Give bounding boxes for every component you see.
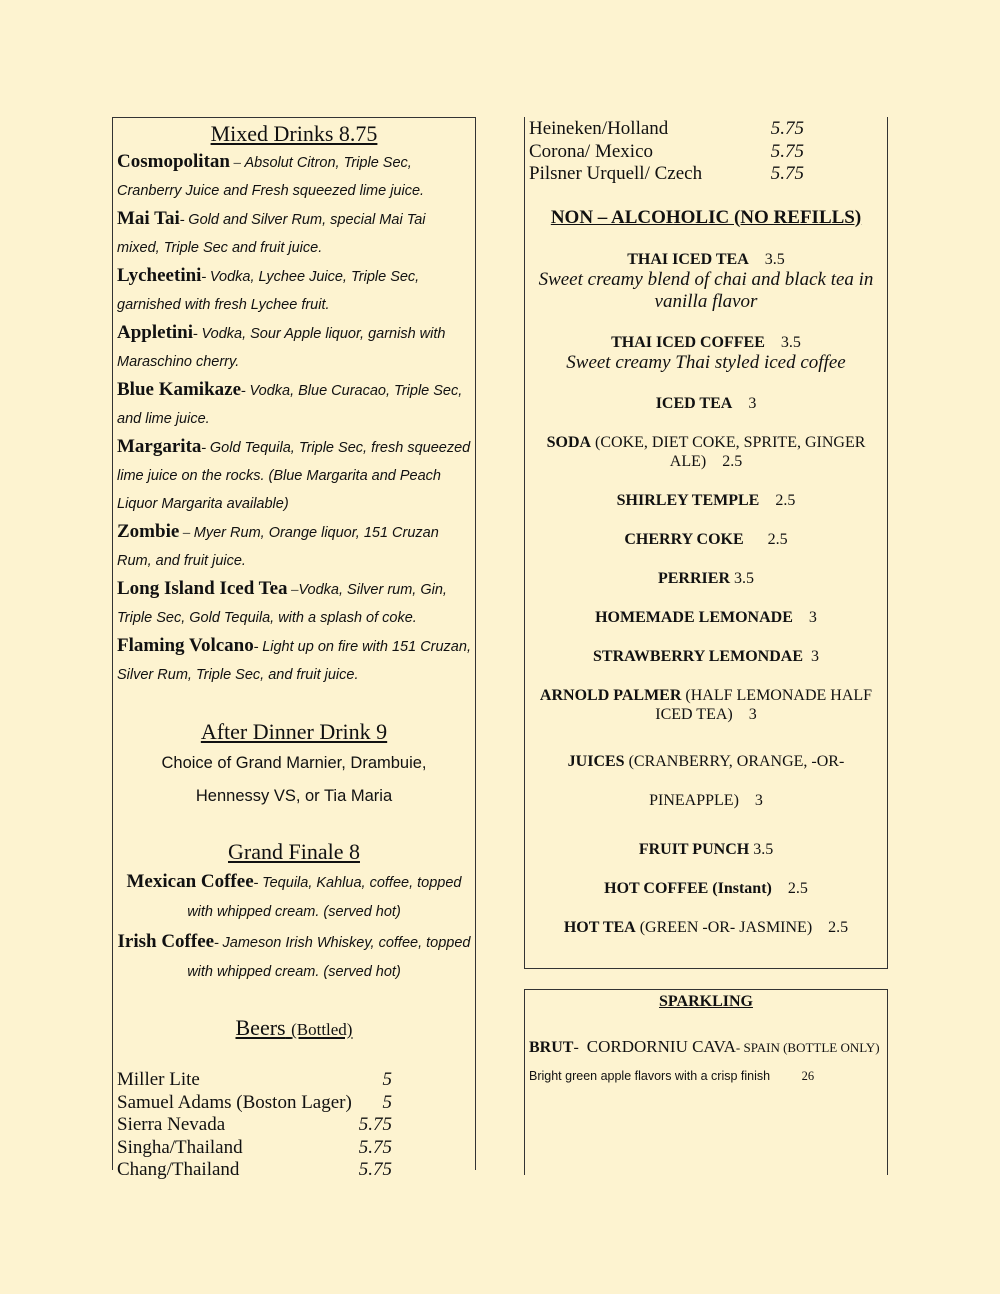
drink-description: Gold and Silver Rum, special Mai Tai mixed, Triple Sec and fruit juice. [117, 212, 426, 256]
item-price: 3.5 [734, 569, 754, 587]
item-price: 2.5 [828, 918, 849, 936]
sparkling-item: BRUT- CORDORNIU CAVA- SPAIN (BOTTLE ONLY) [529, 1037, 880, 1056]
beer-row [525, 118, 887, 141]
after-dinner-line-2: Hennessy VS, or Tia Maria [195, 787, 393, 805]
drink-separator: - [214, 935, 223, 951]
mixed-drink-item [113, 148, 475, 205]
homemade-lemonade [525, 608, 887, 627]
beer-name: Pilsner Urquell/ Czech [529, 163, 703, 184]
drink-description: Light up on fire with 151 Cruzan, Silver Rum, Triple Sec, and fruit juice. [117, 639, 471, 683]
perrier [525, 569, 887, 588]
item-name: THAI ICED COFFEE [611, 333, 765, 351]
beer-name: Chang/Thailand [117, 1159, 240, 1180]
thai-iced-coffee-desc: Sweet creamy Thai styled iced coffee [566, 351, 846, 373]
item-name: HOT TEA [563, 918, 636, 936]
arnold-palmer [525, 686, 887, 724]
drink-separator: - [193, 326, 202, 342]
thai-iced-tea [525, 250, 887, 269]
wine-description-row [525, 1069, 887, 1084]
thai-iced-coffee [525, 333, 887, 352]
non-alcoholic-title: NON – ALCOHOLIC (NO REFILLS) [550, 206, 862, 228]
item-price: 3.5 [780, 333, 801, 351]
right-menu-panel [524, 117, 888, 969]
beer-price: 5.75 [358, 1159, 392, 1180]
beer-price: 5.75 [358, 1114, 392, 1135]
juices [525, 742, 887, 781]
mixed-drink-item [113, 376, 475, 433]
drink-name: Mai Tai [117, 208, 180, 229]
item-detail: (GREEN -OR- JASMINE) [639, 918, 813, 936]
wine-origin: - SPAIN (BOTTLE ONLY) [735, 1040, 880, 1055]
item-price: 3 [754, 791, 763, 809]
wine-description: Bright green apple flavors with a crisp finish [529, 1069, 771, 1083]
thai-iced-tea-desc: Sweet creamy blend of chai and black tea in vanilla flavor [538, 268, 874, 312]
beer-row [113, 1069, 475, 1092]
item-price: 3 [808, 608, 817, 626]
mixed-drink-item [113, 632, 475, 689]
drink-separator: – [179, 525, 194, 541]
beer-name: Heineken/Holland [529, 118, 669, 139]
mixed-drink-item [113, 205, 475, 262]
wine-producer: CORDORNIU CAVA [586, 1037, 736, 1056]
beer-row [113, 1137, 475, 1160]
grand-finale-title: Grand Finale 8 [228, 839, 360, 864]
beer-price: 5.75 [770, 118, 804, 139]
finale-item [113, 927, 475, 987]
item-detail: (COKE, DIET COKE, SPRITE, GINGER ALE) [595, 433, 866, 470]
item-price: 3 [810, 647, 819, 665]
hot-coffee [525, 879, 887, 898]
finale-item [113, 867, 475, 927]
beer-list-right [525, 118, 887, 186]
item-detail: PINEAPPLE) [649, 791, 739, 809]
drink-description: Absolut Citron, Triple Sec, Cranberry Juice and Fresh squeezed lime juice. [117, 155, 425, 199]
item-name: ARNOLD PALMER [539, 686, 682, 704]
drink-separator: - [201, 440, 210, 456]
item-name: HOT COFFEE (Instant) [604, 879, 772, 897]
drink-name: Lycheetini [117, 265, 202, 286]
iced-tea [525, 394, 887, 413]
drink-name: Blue Kamikaze [117, 379, 242, 400]
beer-name: Miller Lite [117, 1069, 200, 1090]
beer-price: 5.75 [770, 163, 804, 184]
drink-separator: - [201, 269, 210, 285]
strawberry-lemonade [525, 647, 887, 666]
beer-name: Corona/ Mexico [529, 140, 654, 162]
beer-row [525, 163, 887, 186]
juices-line-2 [525, 781, 887, 820]
beers-title [113, 1013, 475, 1045]
grand-finale-list [113, 867, 475, 987]
item-price: 2.5 [775, 491, 796, 509]
drink-description: Vodka, Silver rum, Gin, Triple Sec, Gold Tequila, with a splash of coke. [117, 582, 447, 626]
item-price: 3 [748, 705, 757, 723]
item-name: CHERRY COKE [624, 530, 744, 548]
shirley-temple [525, 491, 887, 510]
wine-price: 26 [801, 1069, 815, 1083]
beer-name: Sierra Nevada [117, 1114, 226, 1135]
drink-name: Appletini [117, 322, 194, 343]
item-name: SHIRLEY TEMPLE [616, 491, 760, 509]
item-price: 3.5 [764, 250, 785, 268]
drink-description: Myer Rum, Orange liquor, 151 Cruzan Rum, and fruit juice. [117, 525, 439, 569]
beer-price: 5 [382, 1091, 392, 1113]
mixed-drinks-list [113, 148, 475, 689]
drink-description: Tequila, Kahlua, coffee, topped with whipped cream. (served hot) [187, 875, 462, 920]
drink-name: Flaming Volcano [117, 635, 254, 656]
drink-description: Jameson Irish Whiskey, coffee, topped with whipped cream. (served hot) [187, 935, 471, 980]
beer-row [113, 1092, 475, 1115]
mixed-drink-item [113, 518, 475, 575]
item-price: 3.5 [753, 840, 774, 858]
item-name: HOMEMADE LEMONADE [595, 608, 793, 626]
mixed-drink-item [113, 319, 475, 376]
beer-name: Singha/Thailand [117, 1136, 243, 1158]
after-dinner-line-1: Choice of Grand Marnier, Drambuie, [161, 754, 427, 772]
item-price: 2.5 [722, 452, 743, 470]
drink-name: Irish Coffee [117, 931, 215, 952]
item-detail: (HALF LEMONADE HALF ICED TEA) [655, 686, 873, 723]
drink-name: Zombie [117, 521, 180, 542]
sparkling-title: SPARKLING [659, 993, 753, 1010]
hot-tea [525, 918, 887, 937]
drink-separator: – [287, 582, 299, 598]
soda [525, 433, 887, 471]
item-price: 2.5 [767, 530, 788, 548]
drink-name: Long Island Iced Tea [117, 578, 288, 599]
drink-separator: - [241, 383, 250, 399]
drink-name: Margarita [117, 436, 202, 457]
drink-name: Cosmopolitan [117, 151, 230, 172]
mixed-drink-item [113, 262, 475, 319]
item-name: STRAWBERRY LEMONDAE [593, 647, 803, 665]
beer-name: Samuel Adams (Boston Lager) [117, 1091, 352, 1113]
drink-description: Vodka, Blue Curacao, Triple Sec, and lime juice. [117, 383, 463, 427]
mixed-drink-item [113, 575, 475, 632]
mixed-drink-item [113, 433, 475, 518]
wine-type: BRUT [529, 1039, 574, 1056]
left-menu-panel [112, 117, 476, 1180]
item-price: 2.5 [787, 879, 808, 897]
item-name: FRUIT PUNCH [638, 840, 750, 858]
item-name: SODA [546, 433, 592, 451]
beer-price: 5.75 [770, 140, 804, 162]
drink-separator: - [253, 639, 263, 655]
fruit-punch [525, 840, 887, 859]
item-name: PERRIER [657, 569, 730, 587]
beer-list-left [113, 1069, 475, 1182]
drink-separator: - [179, 212, 189, 228]
drink-description: Gold Tequila, Triple Sec, fresh squeezed lime juice on the rocks. (Blue Margarita and Peach Liquor Margarita available) [117, 440, 471, 512]
drink-description: Vodka, Lychee Juice, Triple Sec, garnished with fresh Lychee fruit. [117, 269, 420, 313]
item-detail: (CRANBERRY, ORANGE, -OR- [628, 752, 845, 770]
beer-row [525, 141, 887, 164]
mixed-drinks-title: Mixed Drinks 8.75 [210, 121, 378, 146]
item-price: 3 [748, 394, 757, 412]
item-name: ICED TEA [655, 394, 733, 412]
after-dinner-title: After Dinner Drink 9 [200, 719, 388, 744]
drink-separator: - [253, 875, 263, 891]
beers-title-text: Beers [235, 1015, 286, 1040]
item-name: THAI ICED TEA [627, 250, 749, 268]
cherry-coke [525, 530, 887, 549]
drink-name: Mexican Coffee [126, 871, 254, 892]
beer-price: 5.75 [358, 1136, 392, 1158]
item-name: JUICES [567, 752, 625, 770]
sparkling-panel [524, 989, 888, 1175]
beer-price: 5 [382, 1069, 392, 1090]
drink-description: Vodka, Sour Apple liquor, garnish with Maraschino cherry. [117, 326, 446, 370]
drink-separator: – [229, 155, 245, 171]
beer-row [113, 1159, 475, 1182]
beer-row [113, 1114, 475, 1137]
beers-subtitle: (Bottled) [291, 1020, 353, 1039]
